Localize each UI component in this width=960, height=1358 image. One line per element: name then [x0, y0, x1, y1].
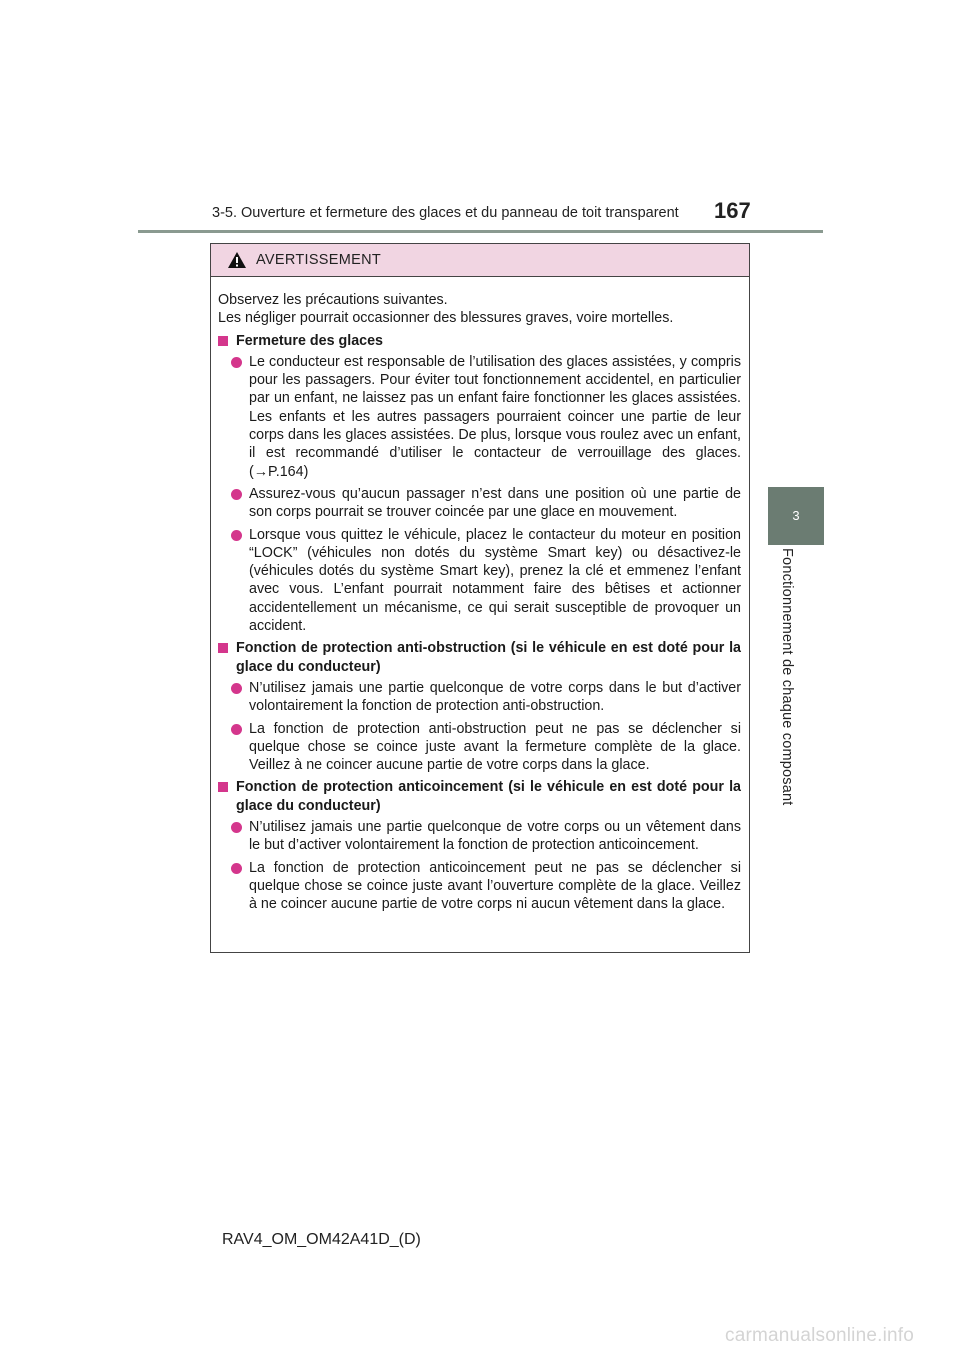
bullet-item — [218, 353, 741, 481]
section-heading — [218, 332, 741, 350]
section-heading — [218, 778, 741, 815]
bullet-text: N’utilisez jamais une partie quelconque de votre corps dans le but d’activer volontairement la fonction de protection anti-obstruction. — [249, 679, 741, 715]
warning-title: AVERTISSEMENT — [256, 252, 382, 268]
bullet-text: N’utilisez jamais une partie quelconque de votre corps ou un vêtement dans le but d’activer volontairement la fonction de protection anticoincement. — [249, 819, 741, 854]
section-anti-pinch — [218, 778, 741, 913]
bullet-text: Lorsque vous quittez le véhicule, placez le contacteur du moteur en position “LOCK” (véhicules non dotés du système Smart key) ou désactivez-le (véhicules dotés du système Smart key), prenez la clé et emmenez l’enfant avec vous. L’enfant pourrait notamment faire des bêtises et actionner accidentellement un mécanisme, ce qui serait susceptible de provoquer un accident. — [249, 526, 741, 635]
section-anti-obstruction — [218, 639, 741, 774]
bullet-text: La fonction de protection anti-obstruction peut ne pas se déclencher si quelque chose se coince juste avant la fermeture complète de la glace. Veillez à ne coincer aucune partie de votre corps dans la glace. — [249, 720, 741, 774]
intro-line: Les négliger pourrait occasionner des blessures graves, voire mortelles. — [218, 310, 674, 327]
bullet-item — [218, 679, 741, 716]
circle-bullet-icon — [231, 683, 242, 694]
bullet-text: Le conducteur est responsable de l’utilisation des glaces assistées, y compris pour les passagers. Pour éviter tout fonctionnement accidentel, en particulier par un enfant, ne laissez pas un enfant faire fonctionner les glaces assistées. Les enfants et les autres passagers pourraient coincer une partie de leur corps dans les glaces assistées. De plus, lorsque vous roulez avec un enfant, il est recommandé d’utiliser le contacteur de verrouillage des glaces. (→P.164) — [249, 353, 741, 480]
section-heading-text: Fonction de protection anticoincement (si le véhicule en est doté pour la glace du conducteur) — [236, 779, 741, 814]
chapter-number: 3 — [792, 508, 800, 523]
chapter-title: Fonctionnement de chaque composant — [779, 548, 795, 806]
page-number: 167 — [714, 198, 751, 223]
bullet-item — [218, 818, 741, 855]
warning-header — [211, 244, 749, 277]
bullet-text: La fonction de protection anticoincement peut ne pas se déclencher si quelque chose se coince juste avant l’ouverture complète de la glace. Veillez à ne coincer aucune partie de votre corps ni aucun vêtement dans la glace. — [249, 859, 741, 913]
warning-triangle-icon — [227, 251, 247, 269]
warning-intro — [218, 291, 741, 328]
circle-bullet-icon — [231, 822, 242, 833]
square-bullet-icon — [218, 336, 228, 346]
section-title: 3-5. Ouverture et fermeture des glaces et du panneau de toit transparent — [212, 205, 679, 221]
bullet-item — [218, 859, 741, 914]
circle-bullet-icon — [231, 530, 242, 541]
bullet-text: Assurez-vous qu’aucun passager n’est dans une position où une partie de son corps pourrait se trouver coincée par une glace en mouvement. — [249, 485, 741, 521]
section-heading-text: Fonction de protection anti-obstruction (si le véhicule en est doté pour la glace du conducteur) — [236, 640, 741, 675]
bullet-item — [218, 485, 741, 522]
chapter-tab — [768, 487, 824, 545]
section-heading — [218, 639, 741, 676]
circle-bullet-icon — [231, 489, 242, 500]
header-divider — [138, 230, 823, 233]
watermark: carmanualsonline.info — [725, 1325, 915, 1346]
intro-line: Observez les précautions suivantes. — [218, 292, 448, 308]
bullet-item — [218, 526, 741, 636]
section-heading-text: Fermeture des glaces — [236, 332, 384, 349]
circle-bullet-icon — [231, 863, 242, 874]
warning-content — [211, 277, 749, 914]
document-code: RAV4_OM_OM42A41D_(D) — [222, 1231, 421, 1248]
warning-box — [210, 243, 750, 953]
square-bullet-icon — [218, 643, 228, 653]
circle-bullet-icon — [231, 724, 242, 735]
square-bullet-icon — [218, 782, 228, 792]
circle-bullet-icon — [231, 357, 242, 368]
bullet-item — [218, 720, 741, 775]
section-closing-windows — [218, 332, 741, 636]
